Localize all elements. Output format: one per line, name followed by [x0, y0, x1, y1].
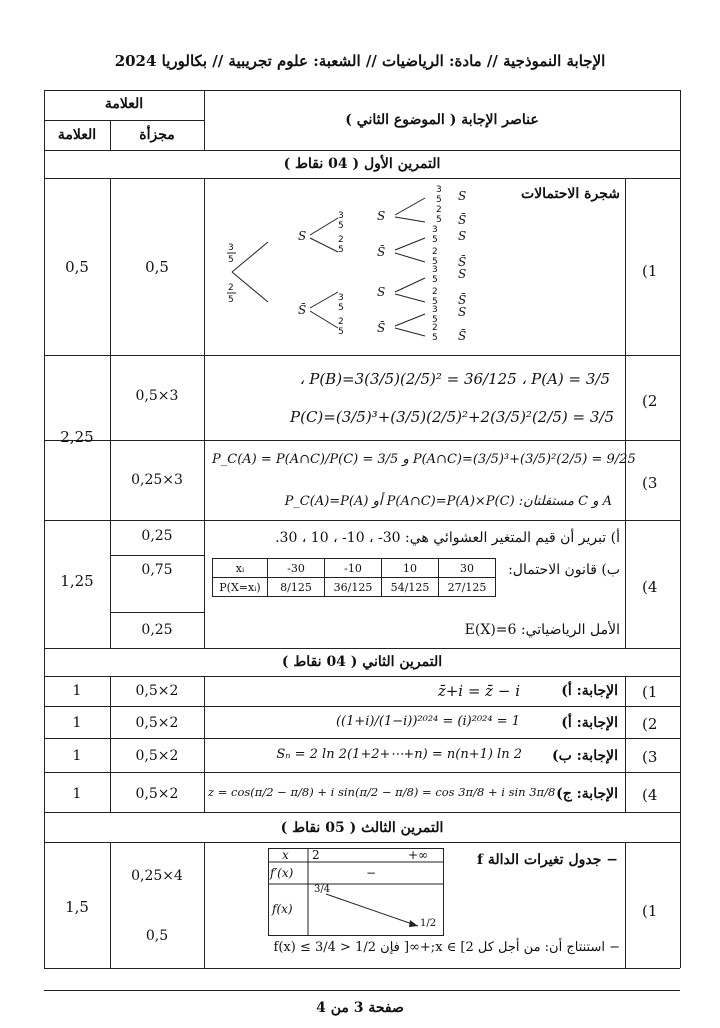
- svg-text:5: 5: [436, 215, 442, 225]
- ex1-q4-total: 1,25: [60, 572, 94, 590]
- svg-text:S̄: S̄: [377, 245, 386, 259]
- law-p: 8/125: [268, 578, 325, 597]
- svg-text:2: 2: [228, 283, 234, 293]
- svg-text:5: 5: [432, 235, 438, 245]
- ex2-r2-num: (2: [642, 715, 658, 733]
- ex3-title: التمرين الثالث ( 05 نقاط ): [280, 820, 444, 836]
- ex1-q1-partial: 0,5: [145, 258, 169, 276]
- elements-head: عناصر الإجابة ( الموضوع الثاني ): [345, 112, 539, 128]
- svg-text:S̄: S̄: [377, 321, 386, 335]
- vt-f: f(x): [272, 902, 293, 916]
- svg-text:2: 2: [338, 317, 344, 327]
- svg-text:S: S: [377, 285, 386, 299]
- ex2-r2-answer: الإجابة: أ): [561, 715, 618, 731]
- svg-text:S̄: S̄: [458, 213, 467, 227]
- svg-text:S: S: [298, 229, 307, 243]
- svg-text:5: 5: [432, 275, 438, 285]
- svg-text:5: 5: [436, 195, 442, 205]
- ex2-r3-partial: 0,5×2: [135, 748, 179, 764]
- ex2-r4-partial: 0,5×2: [135, 786, 179, 802]
- svg-text:S̄: S̄: [458, 329, 467, 343]
- law-p: 54/125: [382, 578, 439, 597]
- ex2-r4-answer: الإجابة: ج): [556, 786, 618, 802]
- mark-head: العلامة: [104, 96, 144, 112]
- total-head: العلامة: [57, 127, 97, 143]
- vt-x-start: 2: [312, 848, 320, 862]
- svg-text:S: S: [458, 189, 467, 203]
- ex1-q2-num: (2: [642, 392, 658, 410]
- svg-text:2: 2: [436, 205, 442, 215]
- svg-text:S̄: S̄: [458, 293, 467, 307]
- svg-text:5: 5: [338, 245, 344, 255]
- ex2-r1-math: z̄+i = z̄ − i: [437, 682, 520, 700]
- svg-text:S: S: [458, 305, 467, 319]
- law-x: 10: [382, 559, 439, 578]
- svg-text:3: 3: [338, 211, 344, 221]
- ex2-r2-partial: 0,5×2: [135, 715, 179, 731]
- ex2-r4-total: 1: [72, 786, 82, 802]
- svg-text:5: 5: [338, 221, 344, 231]
- vt-fprime: f′(x): [270, 866, 294, 880]
- svg-text:3: 3: [432, 305, 438, 315]
- ex1-q3-partial: 0,25×3: [131, 472, 183, 488]
- vt-f-start: 3/4: [314, 884, 331, 895]
- svg-text:S: S: [377, 209, 386, 223]
- ex2-r1-answer: الإجابة: أ): [561, 683, 618, 699]
- law-head-x: xᵢ: [213, 559, 268, 578]
- law-p: 36/125: [325, 578, 382, 597]
- ex1-q4-c: الأمل الرياضياتي: E(X)=6: [464, 622, 620, 638]
- vt-x: x: [282, 848, 289, 862]
- ex2-r1-num: (1: [642, 683, 658, 701]
- ex3-q1-total: 1,5: [65, 898, 89, 916]
- probability-tree: [220, 180, 490, 350]
- ex1-q3-num: (3: [642, 474, 658, 492]
- vt-f-end: 1/2: [420, 918, 437, 929]
- ex2-r4-num: (4: [642, 786, 658, 804]
- ex1-q2-line1: P(B)=3(3/5)(2/5)² = 36/125 ، P(A) = 3/5 ،: [299, 370, 610, 388]
- svg-text:3: 3: [432, 225, 438, 235]
- svg-text:5: 5: [432, 315, 438, 325]
- svg-text:3: 3: [228, 243, 234, 253]
- ex1-q2-partial: 0,5×3: [135, 388, 179, 404]
- svg-text:S: S: [458, 229, 467, 243]
- svg-text:5: 5: [432, 257, 438, 267]
- ex2-r2-math: ((1+i)/(1−i))²⁰²⁴ = (i)²⁰²⁴ = 1: [335, 714, 520, 729]
- law-head-p: P(X=xᵢ): [213, 578, 268, 597]
- ex2-r4-math: z = cos(π/2 − π/8) + i sin(π/2 − π/8) = cos 3π/8 + i sin 3π/8: [208, 785, 556, 799]
- svg-text:3: 3: [436, 185, 442, 195]
- ex2-title: التمرين الثاني ( 04 نقاط ): [281, 654, 443, 670]
- ex1-q3-line2: A و C مستقلتان: P(A∩C)=P(A)×P(C) أو P_C(A)=P(A): [284, 494, 612, 509]
- tree-label: شجرة الاحتمالات: [521, 186, 620, 202]
- svg-text:3: 3: [432, 265, 438, 275]
- ex2-r3-num: (3: [642, 748, 658, 766]
- svg-text:S: S: [458, 267, 467, 281]
- ex2-r3-answer: الإجابة: ب): [551, 748, 618, 764]
- ex1-q3-line1: P_C(A) = P(A∩C)/P(C) = 3/5 و P(A∩C)=(3/5)³+(3/5)²(2/5) = 9/25: [212, 452, 636, 467]
- svg-text:5: 5: [432, 297, 438, 307]
- ex3-q1-partial2: 0,5: [145, 928, 169, 944]
- ex3-deduce: − استنتاج أن: من أجل كل x ∈ [2;+∞[ فإن 1/2 < f(x) ≤ 3/4: [273, 940, 620, 955]
- svg-text:2: 2: [432, 323, 438, 333]
- ex1-q4-b: ب) قانون الاحتمال:: [508, 562, 620, 578]
- vt-sign: −: [366, 866, 377, 880]
- svg-text:S̄: S̄: [458, 255, 467, 269]
- ex1-q1-num: (1: [642, 262, 658, 280]
- svg-text:3: 3: [338, 293, 344, 303]
- ex3-q1-partial1: 0,25×4: [131, 868, 183, 884]
- law-p: 27/125: [439, 578, 496, 597]
- vt-x-end: +∞: [408, 848, 429, 862]
- law-x: 30: [439, 559, 496, 578]
- svg-text:S̄: S̄: [298, 303, 307, 317]
- ex2-r2-total: 1: [72, 715, 82, 731]
- partial-head: مجزأة: [139, 127, 175, 143]
- law-x: -30: [268, 559, 325, 578]
- variation-label: − جدول تغيرات الدالة f: [476, 852, 618, 868]
- ex1-q4-num: (4: [642, 578, 658, 596]
- svg-text:5: 5: [228, 295, 234, 305]
- svg-text:5: 5: [338, 303, 344, 313]
- svg-text:2: 2: [338, 235, 344, 245]
- ex1-q1-total: 0,5: [65, 258, 89, 276]
- ex2-r1-total: 1: [72, 683, 82, 699]
- ex1-q4-a-partial: 0,25: [141, 528, 173, 544]
- page-footer: صفحة 3 من 4: [316, 1000, 404, 1016]
- ex1-q4-b-partial: 0,75: [141, 562, 173, 578]
- svg-text:2: 2: [432, 287, 438, 297]
- svg-text:5: 5: [228, 255, 234, 265]
- ex2-r3-math: Sₙ = 2 ln 2(1+2+⋯+n) = n(n+1) ln 2: [276, 747, 522, 762]
- ex1-q2-line2: P(C)=(3/5)³+(3/5)(2/5)²+2(3/5)²(2/5) = 3/5: [290, 408, 615, 426]
- ex1-title: التمرين الأول ( 04 نقاط ): [283, 156, 441, 172]
- ex3-q1-num: (1: [642, 902, 658, 920]
- ex1-q4-c-partial: 0,25: [141, 622, 173, 638]
- svg-text:2: 2: [432, 247, 438, 257]
- ex2-r3-total: 1: [72, 748, 82, 764]
- page-header: الإجابة النموذجية // مادة: الرياضيات // الشعبة: علوم تجريبية // بكالوريا 2024: [114, 52, 606, 70]
- law-x: -10: [325, 559, 382, 578]
- ex2-r1-partial: 0,5×2: [135, 683, 179, 699]
- ex1-q23-total: 2,25: [60, 428, 94, 446]
- probability-law-table: [212, 558, 496, 597]
- svg-text:5: 5: [432, 333, 438, 343]
- svg-text:5: 5: [338, 327, 344, 337]
- ex1-q4-a: أ) تبرير أن قيم المتغير العشوائي هي: 30- ، 10- ، 10 ، 30.: [275, 530, 620, 546]
